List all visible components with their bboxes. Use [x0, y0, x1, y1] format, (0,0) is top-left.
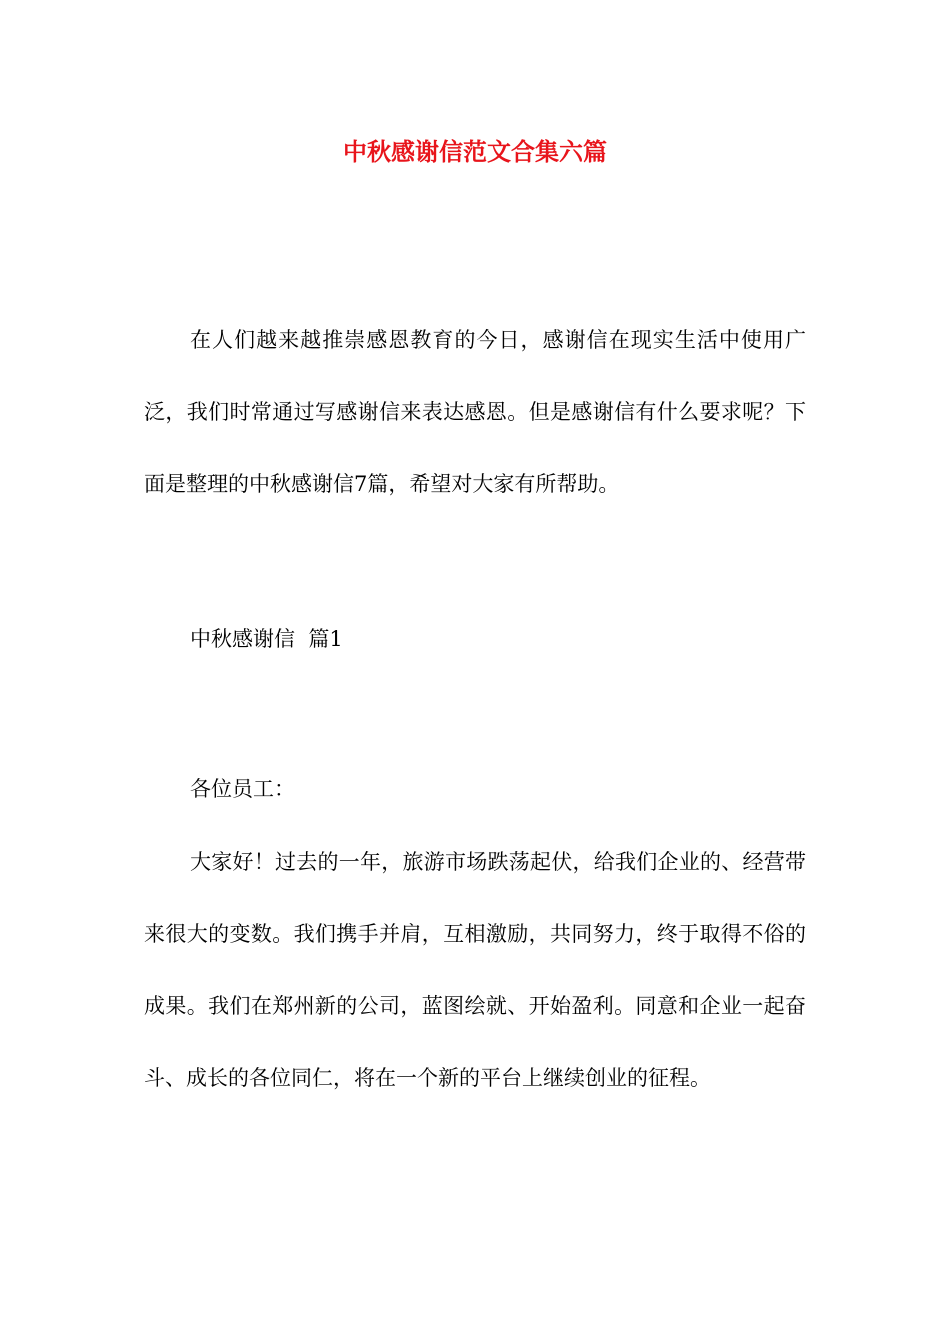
- document-title: 中秋感谢信范文合集六篇: [343, 137, 607, 166]
- intro-paragraph: 在人们越来越推崇感恩教育的今日，感谢信在现实生活中使用广泛，我们时常通过写感谢信来表达感恩。但是感谢信有什么要求呢？下面是整理的中秋感谢信7篇，希望对大家有所帮助。: [144, 328, 806, 496]
- body-paragraph: 大家好！过去的一年，旅游市场跌荡起伏，给我们企业的、经营带来很大的变数。我们携手并肩，互相激励，共同努力，终于取得不俗的成果。我们在郑州新的公司，蓝图绘就、开始盈利。同意和企业一起奋斗、成长的各位同仁，将在一个新的平台上继续创业的征程。: [144, 850, 806, 1090]
- section-heading: 中秋感谢信 篇1: [190, 627, 343, 651]
- salutation: 各位员工：: [190, 777, 295, 801]
